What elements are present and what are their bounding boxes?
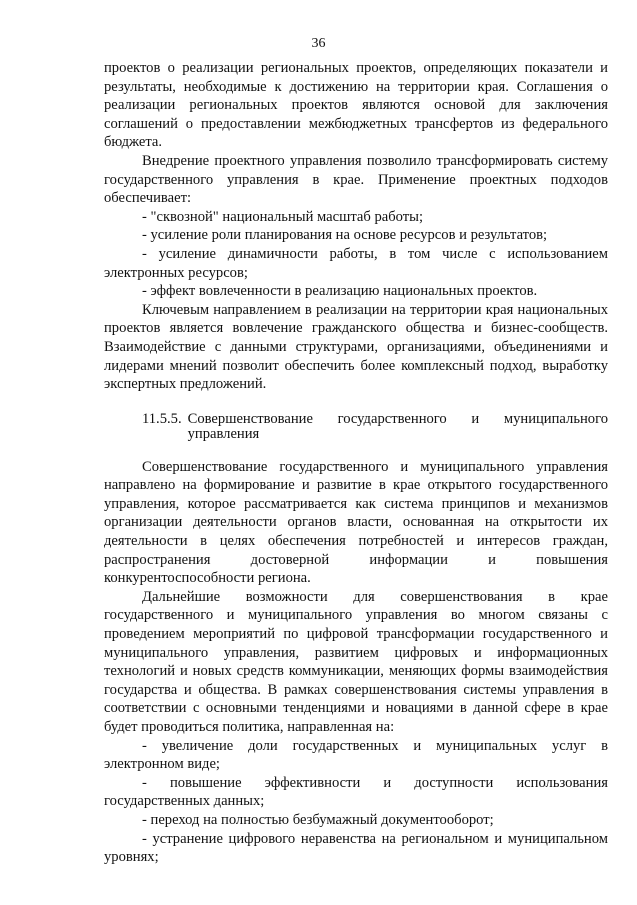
list-item: - усиление динамичности работы, в том числе с использованием электронных ресурсов; <box>104 245 608 281</box>
section-spacer <box>104 442 608 458</box>
list-item: - усиление роли планирования на основе ресурсов и результатов; <box>142 227 548 244</box>
section-spacer <box>104 394 608 412</box>
list-item: - "сквозной" национальный масштаб работы; <box>142 208 424 225</box>
section-title: Совершенствование государственного и муниципального управления <box>187 410 608 442</box>
section-number: 11.5.5. <box>142 410 182 427</box>
paragraph-digital-transformation: Дальнейшие возможности для совершенствования в крае государственного и муниципального управления во многом связаны с проведением мероприятий по цифровой трансформации государственного и муниципального управления, развитием цифровых и информационных технологий и новых средств коммуникации, меняющих формы взаимодействия государства и общества. В рамках совершенствования системы управления в соответствии с основными тенденциями и новациями в данной сфере в крае будет проводиться политика, направленная на: <box>104 588 608 735</box>
paragraph-continuation: проектов о реализации региональных проектов, определяющих показатели и результаты, необходимые к достижению на территории края. Соглашения о реализации региональных проектов являются основой для заключения соглашений о предоставлении межбюджетных трансфертов из федерального бюджета. <box>104 60 608 151</box>
list-item: - увеличение доли государственных и муниципальных услуг в электронном виде; <box>104 737 608 773</box>
list-item: - эффект вовлеченности в реализацию национальных проектов. <box>142 283 538 300</box>
list-item: - повышение эффективности и доступности использования государственных данных; <box>104 774 608 810</box>
paragraph-open-government: Совершенствование государственного и муниципального управления направлено на формирование и развитие в крае открытого государственного управления, которое рассматривается как система принципов и механизмов организации деятельности органов власти, основанная на открытости их деятельности в целях обеспечения потребностей и интересов граждан, распространения достоверной информации и повышения конкурентоспособности региона. <box>104 458 608 587</box>
paragraph-project-management: Внедрение проектного управления позволило трансформировать систему государственного управления в крае. Применение проектных подходов обеспечивает: <box>104 152 608 207</box>
document-body <box>104 59 608 867</box>
section-heading <box>104 412 608 442</box>
paragraph-key-direction: Ключевым направлением в реализации на территории края национальных проектов является вовлечение гражданского общества и бизнес-сообществ. Взаимодействие с данными структурами, организациями, объединениями и лидерами мнений позволит обеспечить более комплексный подход, выработку экспертных предложений. <box>104 301 608 393</box>
list-item: - устранение цифрового неравенства на региональном и муниципальном уровнях; <box>104 830 608 866</box>
page-number: 36 <box>311 36 326 51</box>
list-item: - переход на полностью безбумажный документооборот; <box>142 811 494 828</box>
